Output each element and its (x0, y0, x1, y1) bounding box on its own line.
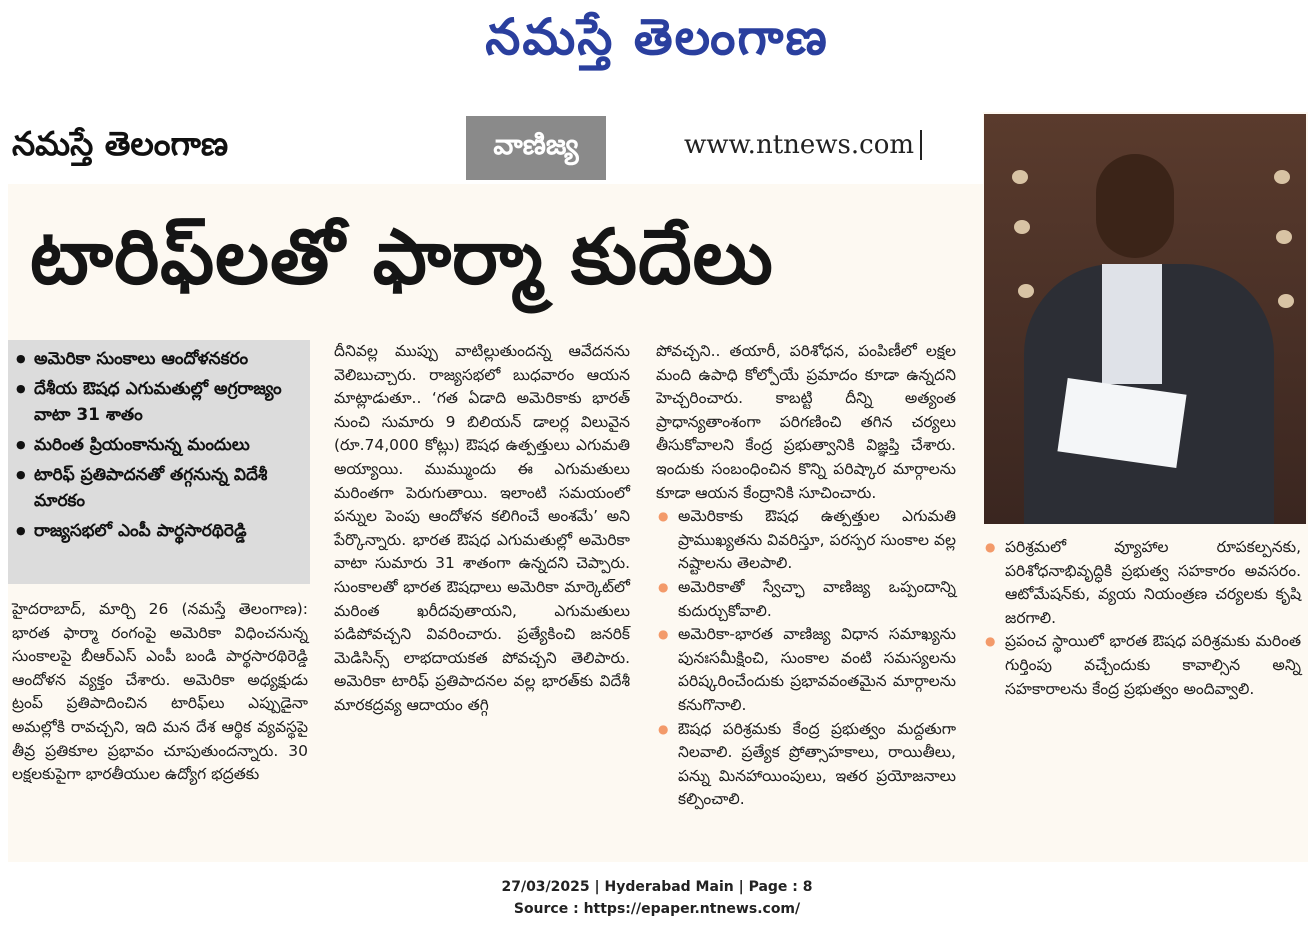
suggestion-point: ● పరిశ్రమలో వ్యూహాల రూపకల్పనకు, పరిశోధనాభివృద్ధికి ప్రభుత్వ సహకారం అవసరం. ఆటోమేషన్‌కు, వ్యయ నియంత్రణ చర్యలకు కృషి జరగాలి. (983, 536, 1301, 630)
highlight-item: ● మరింత ప్రియంకానున్న మందులు (14, 432, 304, 458)
newspaper-page (8, 112, 1308, 862)
footer-source-link[interactable]: Source : https://epaper.ntnews.com/ (513, 901, 801, 917)
suggestion-point: ● అమెరికాతో స్వేచ్ఛా వాణిజ్య ఒప్పందాన్ని కుదుర్చుకోవాలి. (656, 576, 956, 623)
highlights-box (8, 340, 310, 584)
suggestion-point: ● ప్రపంచ స్థాయిలో భారత ఔషధ పరిశ్రమకు మరింత గుర్తింపు వచ్చేందుకు కావాల్సిన అన్ని సహకారాలను కేంద్ర ప్రభుత్వం అందివ్వాలి. (983, 630, 1301, 701)
highlight-item: ● అమెరికా సుంకాలు ఆందోళనకరం (14, 346, 304, 372)
article-column-3 (656, 340, 956, 812)
mp-photo (984, 114, 1306, 524)
person-shirt (1102, 264, 1162, 384)
article-paragraph: దీనివల్ల ముప్పు వాటిల్లుతుందన్న ఆవేదనను వెలిబుచ్చారు. రాజ్యసభలో బుధవారం ఆయన మాట్లాడుతూ.. ‘గత ఏడాది అమెరికాకు భారత్ నుంచి సుమారు 9 బిలియన్ డాలర్ల విలువైన (రూ.74,000 కోట్లు) ఔషధ ఉత్పత్తులు ఎగుమతి అయ్యాయి. ముమ్ముందు ఈ ఎగుమతులు మరింతగా పెరుగుతాయి. ఇలాంటి సమయంలో పన్నుల పెంపు ఆందోళన కలిగించే అంశమే’ అని పేర్కొన్నారు. భారత ఔషధ ఎగుమతుల్లో అమెరికా వాటా సుమారు 31 శాతంగా ఉన్నదని చెప్పారు. సుంకాలతో భారత ఔషధాలు అమెరికా మార్కెట్‌లో మరింత ఖరీదవుతాయని, ఎగుమతులు పడిపోవచ్చని వివరించారు. ప్రత్యేకించి జనరిక్ మెడిసిన్స్ లాభదాయకత పోవచ్చని తెలిపారు. అమెరికా టారిఫ్ ప్రతిపాదనల వల్ల భారత్‌కు విదేశీ మారకద్రవ్య ఆదాయం తగ్గి (334, 342, 630, 714)
article-paragraph: హైదరాబాద్, మార్చి 26 (నమస్తే తెలంగాణ): భారత ఫార్మా రంగంపై అమెరికా విధించనున్న సుంకాలపై బీఆర్‌ఎస్ ఎంపీ బండి పార్థసారథిరెడ్డి ఆందోళన వ్యక్తం చేశారు. అమెరికా అధ్యక్షుడు ట్రంప్ ప్రతిపాదించిన టారిఫ్‌లు ఎప్పుడైనా అమల్లోకి రావచ్చని, ఇది మన దేశ ఆర్థిక వ్యవస్థపై తీవ్ర ప్రతికూల ప్రభావం చూపుతుందన్నారు. 30 లక్షలకుపైగా భారతీయుల ఉద్యోగ భద్రతకు (12, 600, 308, 784)
article-column-4 (983, 536, 1301, 701)
wall-ornament (1012, 170, 1028, 184)
suggestion-point: ● ఔషధ పరిశ్రమకు కేంద్ర ప్రభుత్వం మద్దతుగా నిలవాలి. ప్రత్యేక ప్రోత్సాహకాలు, రాయితీలు, పన్ను మినహాయింపులు, ఇతర ప్రయోజనాలు కల్పించాలి. (656, 718, 956, 812)
suggestion-point: ● అమెరికా-భారత వాణిజ్య విధాన సమాఖ్యను పునఃసమీక్షించి, సుంకాల వంటి సమస్యలను పరిష్కరించేందుకు ప్రభావవంతమైన మార్గాలను కనుగొనాలి. (656, 623, 956, 717)
highlight-item: ● దేశీయ ఔషధ ఎగుమతుల్లో అగ్రరాజ్యం వాటా 31 శాతం (14, 376, 304, 428)
header-bar (8, 112, 983, 184)
highlight-item: ● రాజ్యసభలో ఎంపీ పార్థసారథిరెడ్డి (14, 518, 304, 544)
article-column-1 (12, 598, 308, 787)
website-link[interactable]: www.ntnews.com (684, 130, 922, 160)
suggestion-point: ● అమెరికాకు ఔషధ ఉత్పత్తుల ఎగుమతి ప్రాముఖ్యతను వివరిస్తూ, పరస్పర సుంకాల వల్ల నష్టాలను తెలపాలి. (656, 505, 956, 576)
footer-date-line: 27/03/2025 | Hyderabad Main | Page : 8 (501, 879, 813, 895)
article-column-2 (334, 340, 630, 718)
wall-ornament (1018, 284, 1034, 298)
wall-ornament (1014, 220, 1030, 234)
wall-ornament (1278, 294, 1294, 308)
headline: టారిఫ్‌లతో ఫార్మా కుదేలు (30, 212, 774, 301)
highlight-item: ● టారిఫ్ ప్రతిపాదనతో తగ్గనున్న విదేశీ మారకం (14, 462, 304, 514)
wall-ornament (1274, 170, 1290, 184)
brand-name: నమస్తే తెలంగాణ (12, 124, 229, 163)
article-paragraph: పోవచ్చని.. తయారీ, పరిశోధన, పంపిణీలో లక్షల మంది ఉపాధి కోల్పోయే ప్రమాదం కూడా ఉన్నదని హెచ్చరించారు. కాబట్టి దీన్ని అత్యంత ప్రాధాన్యతాంశంగా పరిగణించి తగిన చర్యలు తీసుకోవాలని కేంద్ర ప్రభుత్వానికి విజ్ఞప్తి చేశారు. ఇందుకు సంబంధించిన కొన్ని పరిష్కార మార్గాలను కూడా ఆయన కేంద్రానికి సూచించారు. (656, 342, 956, 502)
footer (0, 876, 1314, 920)
masthead-logo: నమస్తే తెలంగాణ (485, 8, 829, 66)
person-head (1096, 154, 1174, 258)
wall-ornament (1276, 230, 1292, 244)
section-tag: వాణిజ్య (466, 116, 606, 180)
